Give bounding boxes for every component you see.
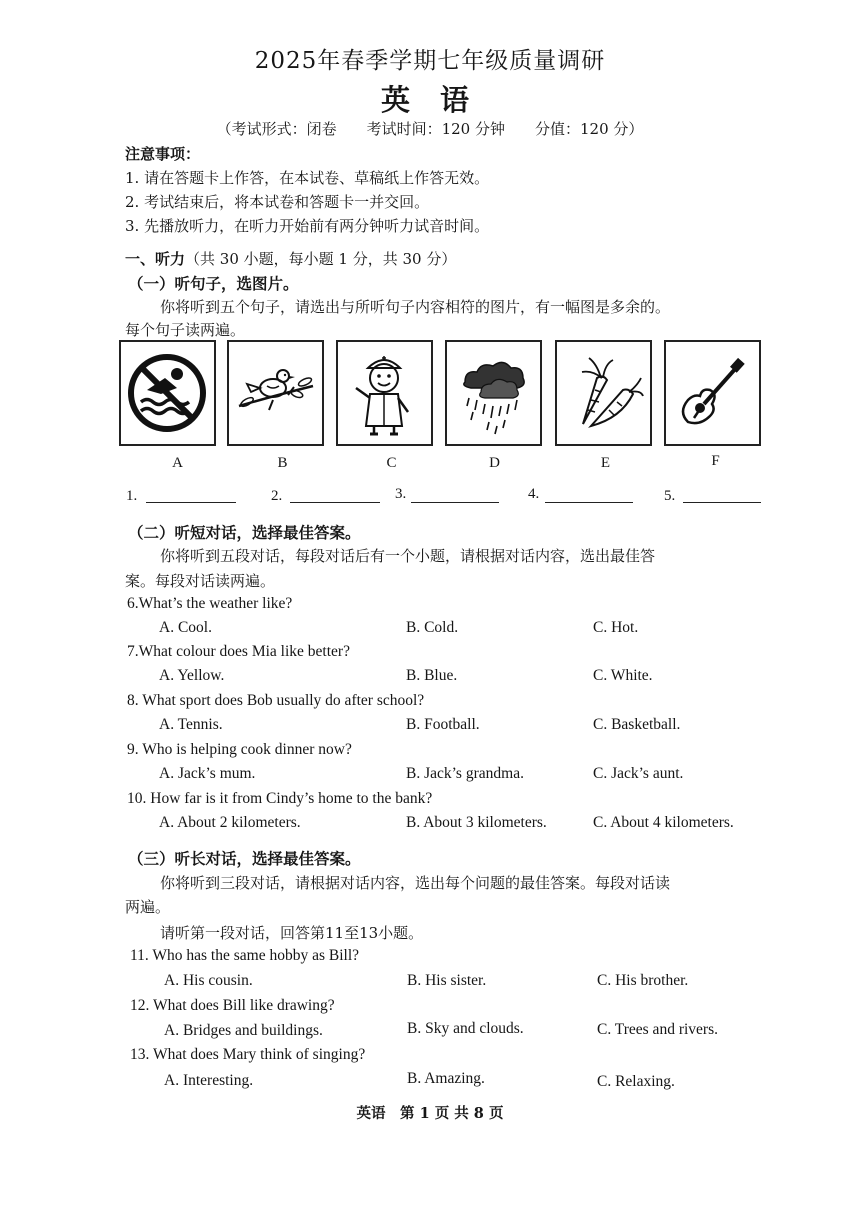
option-c[interactable]: C. White. [593,667,653,684]
part2-heading: （二）听短对话，选择最佳答案。 [128,523,361,542]
option-c[interactable]: C. Basketball. [593,716,681,733]
answer-blank[interactable] [290,502,380,503]
part1-instruction: 你将听到五个句子，请选出与所听句子内容相符的图片，有一幅图是多余的。 [160,298,671,316]
part2-instruction: 你将听到五段对话，每段对话后有一个小题，请根据对话内容，选出最佳答 [160,547,656,565]
option-a[interactable]: A. His cousin. [164,972,253,989]
picture-label: E [600,455,611,471]
option-c[interactable]: C. His brother. [597,972,689,989]
exam-info: （考试形式：闭卷 考试时间：120 分钟 分值：120 分） [216,120,644,138]
note-item: 2. 考试结束后，将本试卷和答题卡一并交回。 [125,193,430,211]
picture-a [119,340,216,446]
option-b[interactable]: B. Cold. [406,619,459,636]
question-11: 11. Who has the same hobby as Bill? [130,947,360,964]
option-a[interactable]: A. About 2 kilometers. [159,814,301,831]
part1-heading: （一）听句子，选图片。 [128,274,299,293]
option-c[interactable]: C. Hot. [593,619,639,636]
option-c[interactable]: C. About 4 kilometers. [593,814,734,831]
answer-blank[interactable] [545,502,633,503]
picture-label: A [172,455,183,471]
question-10: 10. How far is it from Cindy’s home to the bank? [127,790,433,807]
note-item: 3. 先播放听力，在听力开始前有两分钟听力试音时间。 [125,217,490,235]
part3-instruction-cont: 两遍。 [125,898,171,916]
part1-instruction-cont: 每个句子读两遍。 [125,321,246,339]
answer-blank-number: 2. [271,488,283,504]
note-item: 1. 请在答题卡上作答，在本试卷、草稿纸上作答无效。 [125,169,490,187]
no-swimming-icon [125,348,210,438]
answer-blank-number: 4. [528,486,540,502]
rain-cloud-icon [451,348,536,438]
option-b[interactable]: B. Blue. [406,667,458,684]
answer-blank-number: 3. [395,486,407,502]
option-b[interactable]: B. His sister. [407,972,487,989]
answer-blank[interactable] [146,502,236,503]
option-a[interactable]: A. Bridges and buildings. [164,1022,323,1039]
exam-title: 2025年春季学期七年级质量调研 [254,48,606,74]
option-c[interactable]: C. Jack’s aunt. [593,765,684,782]
page-footer: 英语 第 1 页 共 8 页 [356,1105,504,1122]
section-title: 一、听力 [125,250,186,268]
picture-e [555,340,652,446]
picture-d [445,340,542,446]
section-detail: （共 30 小题，每小题 1 分，共 30 分） [185,250,457,268]
option-b[interactable]: B. About 3 kilometers. [406,814,547,831]
answer-blank-number: 5. [664,488,676,504]
part2-instruction-cont: 案。每段对话读两遍。 [125,572,276,590]
bird-icon [233,348,318,438]
question-7: 7.What colour does Mia like better? [127,643,350,660]
option-b[interactable]: B. Jack’s grandma. [406,765,524,782]
subject-title: 英 语 [380,83,480,117]
picture-f [664,340,761,446]
notes-heading: 注意事项： [125,145,201,163]
question-9: 9. Who is helping cook dinner now? [127,741,352,758]
part3-heading: （三）听长对话，选择最佳答案。 [128,849,361,868]
option-c[interactable]: C. Relaxing. [597,1073,675,1090]
answer-blank[interactable] [411,502,499,503]
option-b[interactable]: B. Sky and clouds. [407,1020,524,1037]
answer-blank-number: 1. [126,488,138,504]
question-8: 8. What sport does Bob usually do after school? [127,692,425,709]
option-a[interactable]: A. Interesting. [164,1072,254,1089]
picture-label: C [386,455,397,471]
answer-blank[interactable] [683,502,761,503]
question-13: 13. What does Mary think of singing? [130,1046,366,1063]
option-c[interactable]: C. Trees and rivers. [597,1021,718,1038]
carrot-icon [561,348,646,438]
question-12: 12. What does Bill like drawing? [130,997,335,1014]
question-6: 6.What’s the weather like? [127,595,293,612]
picture-label: F [711,453,720,469]
guitar-icon [670,348,755,438]
part3-instruction: 你将听到三段对话，请根据对话内容，选出每个问题的最佳答案。每段对话读 [160,874,671,892]
part3-sub-instruction: 请听第一段对话，回答第11至13小题。 [160,924,424,942]
picture-label: D [489,455,500,471]
option-a[interactable]: A. Yellow. [159,667,225,684]
doctor-icon [342,348,427,438]
option-a[interactable]: A. Cool. [159,619,212,636]
option-a[interactable]: A. Jack’s mum. [159,765,256,782]
option-b[interactable]: B. Football. [406,716,480,733]
option-a[interactable]: A. Tennis. [159,716,223,733]
picture-c [336,340,433,446]
option-b[interactable]: B. Amazing. [407,1070,485,1087]
section-heading [125,248,456,269]
picture-label: B [277,455,288,471]
picture-b [227,340,324,446]
